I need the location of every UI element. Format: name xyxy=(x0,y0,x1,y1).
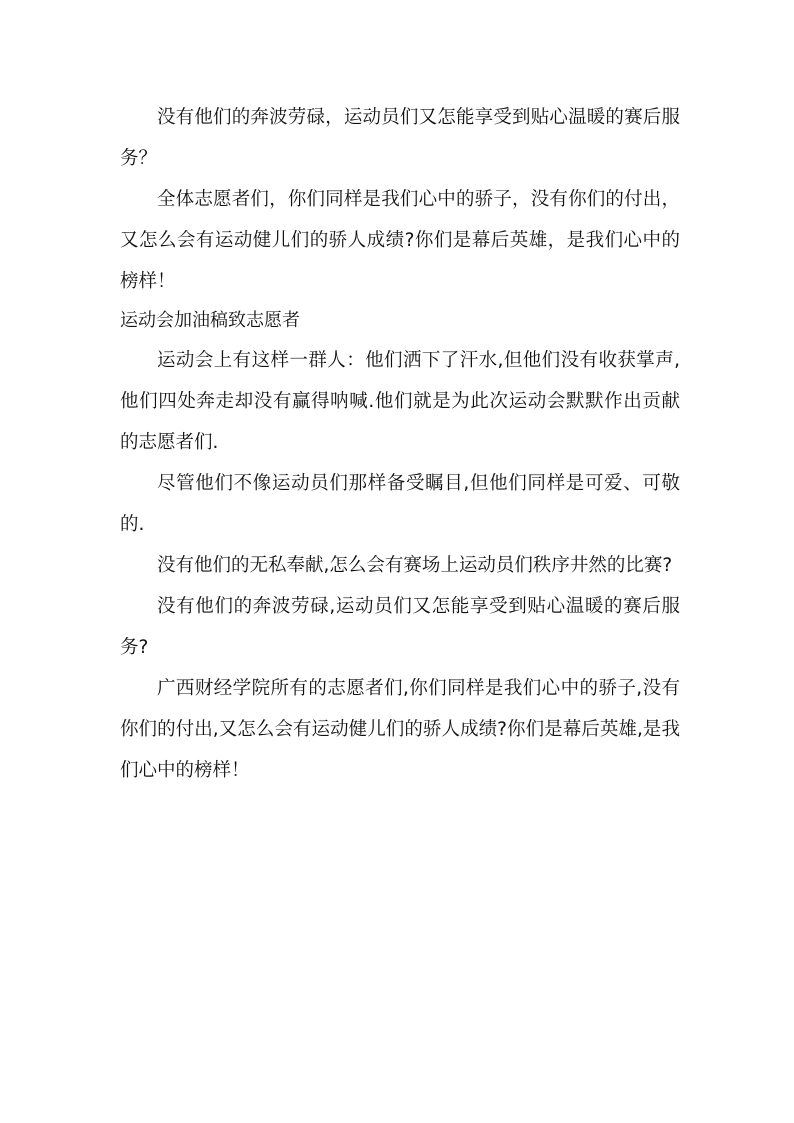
paragraph: 运动会上有这样一群人：他们洒下了汗水,但他们没有收获掌声,他们四处奔走却没有赢得呐喊.他们就是为此次运动会默默作出贡献的志愿者们. xyxy=(120,350,680,453)
paragraph: 广西财经学院所有的志愿者们,你们同样是我们心中的骄子,没有你们的付出,又怎么会有运动健儿们的骄人成绩?你们是幕后英雄,是我们心中的榜样！ xyxy=(120,678,680,781)
paragraph: 没有他们的奔波劳碌,运动员们又怎能享受到贴心温暖的赛后服务? xyxy=(120,596,680,658)
paragraph: 尽管他们不像运动员们那样备受瞩目,但他们同样是可爱、可敬的. xyxy=(120,473,680,535)
document-body xyxy=(120,97,680,791)
paragraph: 没有他们的奔波劳碌，运动员们又怎能享受到贴心温暖的赛后服务？ xyxy=(120,107,680,169)
section-heading: 运动会加油稿致志愿者 xyxy=(120,310,300,331)
paragraph: 全体志愿者们，你们同样是我们心中的骄子，没有你们的付出，又怎么会有运动健儿们的骄人成绩?你们是幕后英雄，是我们心中的榜样！ xyxy=(120,189,680,292)
paragraph: 没有他们的无私奉献,怎么会有赛场上运动员们秩序井然的比赛? xyxy=(157,555,673,576)
